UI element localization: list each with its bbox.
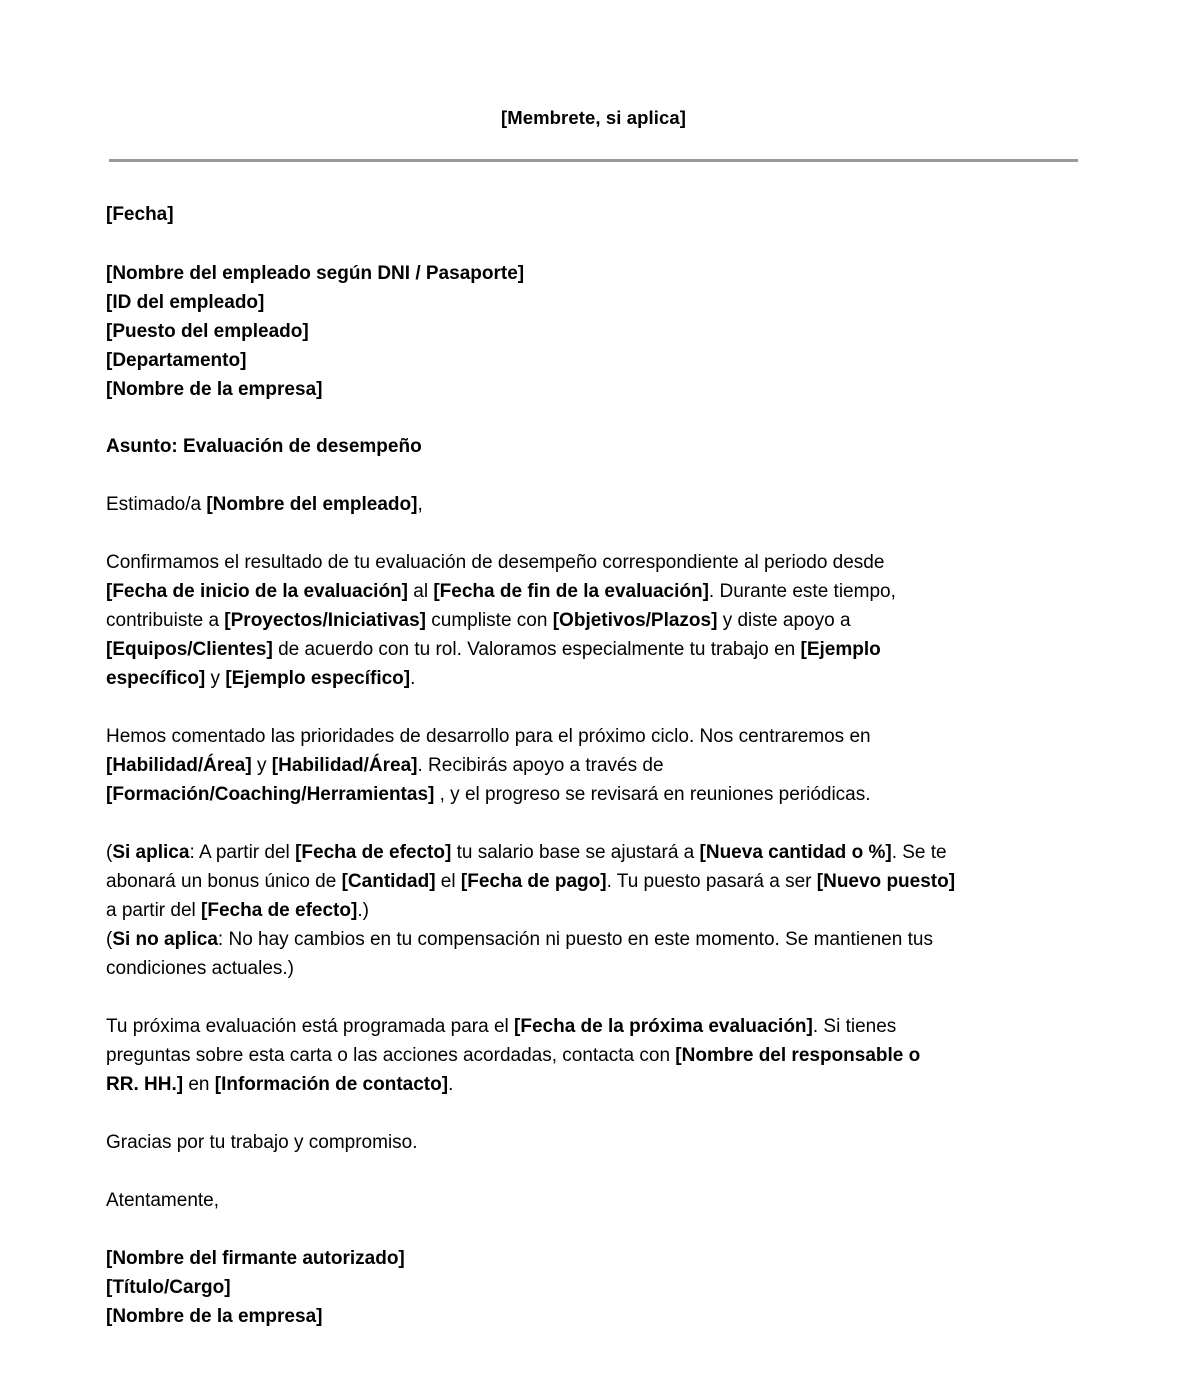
- p3-l1-mid1: : A partir del: [189, 841, 296, 863]
- signer-name: [Nombre del firmante autorizado]: [106, 1247, 405, 1269]
- closing-line: Atentamente,: [106, 1189, 220, 1211]
- p1-example-placeholder-end: específico]: [106, 667, 206, 689]
- salutation-trail: ,: [417, 493, 423, 515]
- paragraph-evaluation-result: [106, 548, 1081, 693]
- signature-block: [106, 1244, 1081, 1331]
- recipient-block: [106, 259, 1081, 404]
- p3-l2-mid: el: [435, 870, 461, 892]
- p4-l2-lead: preguntas sobre esta carta o las acciones acordadas, contacta con: [106, 1044, 676, 1066]
- recipient-name: [Nombre del empleado según DNI / Pasaporte]: [106, 262, 525, 284]
- paragraph-compensation-conditional: [106, 838, 1081, 983]
- p3-payment-date-placeholder: [Fecha de pago]: [460, 870, 607, 892]
- p1-line1: Confirmamos el resultado de tu evaluación de desempeño correspondiente al periodo desde: [106, 551, 885, 573]
- p1-l3-tail: y diste apoyo a: [717, 609, 851, 631]
- p3-l1-mid2: tu salario base se ajustará a: [451, 841, 700, 863]
- p4-l1-tail: . Si tienes: [812, 1015, 897, 1037]
- p2-l3-tail: , y el progreso se revisará en reuniones periódicas.: [434, 783, 871, 805]
- p3-l3-tail: .): [357, 899, 369, 921]
- p2-l2-tail: . Recibirás apoyo a través de: [417, 754, 664, 776]
- p1-start-date-placeholder: [Fecha de inicio de la evaluación]: [106, 580, 408, 602]
- p1-l3-mid: cumpliste con: [426, 609, 553, 631]
- date-placeholder: [Fecha]: [106, 203, 174, 225]
- p3-l3-lead: a partir del: [106, 899, 202, 921]
- p3-l5-tail: condiciones actuales.): [106, 957, 294, 979]
- p1-l3-lead: contribuiste a: [106, 609, 225, 631]
- p1-l2-tail: . Durante este tiempo,: [708, 580, 896, 602]
- p4-contact-person-placeholder-start: [Nombre del responsable o: [675, 1044, 921, 1066]
- signer-company: [Nombre de la empresa]: [106, 1305, 323, 1327]
- p1-projects-placeholder: [Proyectos/Iniciativas]: [224, 609, 426, 631]
- p4-contact-person-placeholder-end: RR. HH.]: [106, 1073, 184, 1095]
- salutation: [106, 490, 1081, 519]
- p3-new-position-placeholder: [Nuevo puesto]: [816, 870, 956, 892]
- p4-l3-tail: .: [448, 1073, 454, 1095]
- p3-l2-lead: abonará un bonus único de: [106, 870, 342, 892]
- p3-new-amount-placeholder: [Nueva cantidad o %]: [699, 841, 892, 863]
- recipient-id: [ID del empleado]: [106, 291, 265, 313]
- paragraph-next-evaluation: [106, 1012, 1081, 1099]
- p3-l1-open: (: [106, 841, 113, 863]
- p4-contact-info-placeholder: [Información de contacto]: [214, 1073, 449, 1095]
- paragraph-development-priorities: [106, 722, 1081, 809]
- p1-example2-placeholder: [Ejemplo específico]: [225, 667, 411, 689]
- salutation-lead: Estimado/a: [106, 493, 207, 515]
- p2-training-placeholder: [Formación/Coaching/Herramientas]: [106, 783, 435, 805]
- p3-if-not-applies-label: Si no aplica: [112, 928, 218, 950]
- recipient-department: [Departamento]: [106, 349, 247, 371]
- p3-amount-placeholder: [Cantidad]: [341, 870, 436, 892]
- p3-l2-mid2: . Tu puesto pasará a ser: [606, 870, 817, 892]
- p1-l5-tail: .: [410, 667, 416, 689]
- p3-if-applies-label: Si aplica: [112, 841, 190, 863]
- letter-content: [106, 0, 1081, 1331]
- p1-teams-placeholder: [Equipos/Clientes]: [106, 638, 273, 660]
- p2-l2-mid: y: [251, 754, 272, 776]
- thanks-line: Gracias por tu trabajo y compromiso.: [106, 1131, 418, 1153]
- p3-effective-date-placeholder-1: [Fecha de efecto]: [295, 841, 452, 863]
- p2-skill-placeholder-1: [Habilidad/Área]: [106, 754, 252, 776]
- p3-l1-tail: . Se te: [891, 841, 947, 863]
- p1-end-date-placeholder: [Fecha de fin de la evaluación]: [433, 580, 709, 602]
- header-divider: [109, 159, 1078, 162]
- p1-example-placeholder-start: [Ejemplo: [800, 638, 881, 660]
- p1-l4-mid: de acuerdo con tu rol. Valoramos especialmente tu trabajo en: [272, 638, 801, 660]
- p1-objectives-placeholder: [Objetivos/Plazos]: [552, 609, 718, 631]
- p2-skill-placeholder-2: [Habilidad/Área]: [271, 754, 418, 776]
- p2-line1: Hemos comentado las prioridades de desarrollo para el próximo ciclo. Nos centraremos en: [106, 725, 871, 747]
- recipient-position: [Puesto del empleado]: [106, 320, 309, 342]
- p1-l2-mid: al: [407, 580, 434, 602]
- p4-l1-lead: Tu próxima evaluación está programada para el: [106, 1015, 515, 1037]
- signer-title: [Título/Cargo]: [106, 1276, 231, 1298]
- p3-l4-open: (: [106, 928, 113, 950]
- p4-next-eval-date-placeholder: [Fecha de la próxima evaluación]: [514, 1015, 813, 1037]
- p4-l3-mid: en: [183, 1073, 215, 1095]
- p1-l5-mid: y: [205, 667, 226, 689]
- recipient-company: [Nombre de la empresa]: [106, 378, 323, 400]
- p3-l4-mid: : No hay cambios en tu compensación ni puesto en este momento. Se mantienen tus: [217, 928, 933, 950]
- p3-effective-date-placeholder-2: [Fecha de efecto]: [201, 899, 358, 921]
- subject-line: Asunto: Evaluación de desempeño: [106, 435, 422, 457]
- salutation-name-placeholder: [Nombre del empleado]: [206, 493, 418, 515]
- letterhead: [Membrete, si aplica]: [500, 107, 687, 128]
